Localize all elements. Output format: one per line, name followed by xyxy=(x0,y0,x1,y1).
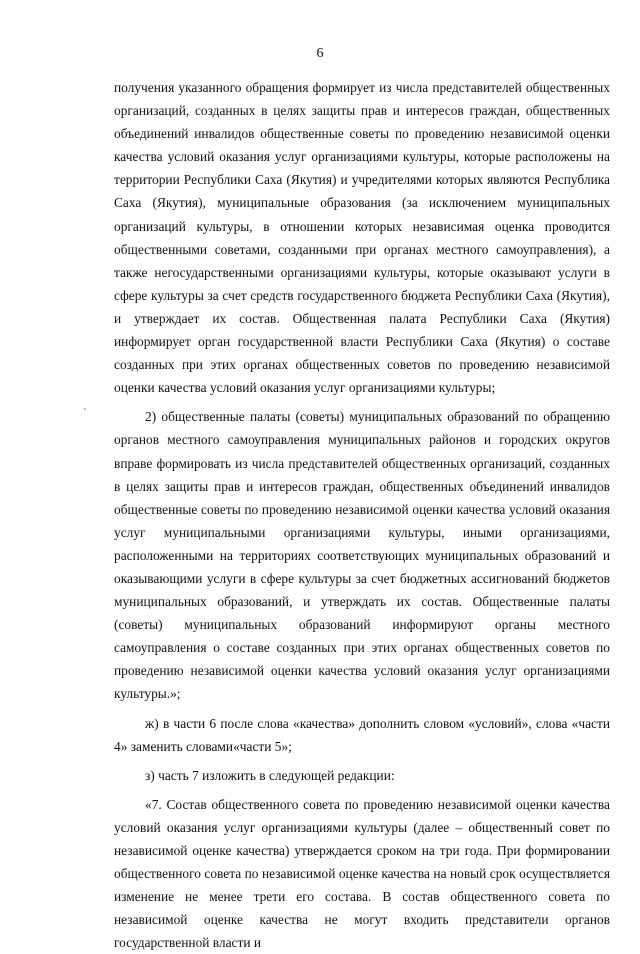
page-number: 6 xyxy=(316,46,324,61)
document-body xyxy=(114,76,610,954)
paragraph-item-zh: ж) в части 6 после слова «качества» дополнить словом «условий», слова «части 4» заменить словами«части 5»; xyxy=(114,715,610,754)
paragraph-part-7: «7. Состав общественного совета по проведению независимой оценки качества условий оказания услуг организациями культуры (далее – общественный совет по независимой оценке качества) утверждается сроком на три года. При формировании общественного совета по независимой оценке качества на новый срок осуществляется изменение не менее трети его состава. В состав общественного совета по независимой оценке качества не могут входить представители органов государственной власти и xyxy=(114,796,610,951)
paragraph-continuation: получения указанного обращения формирует из числа представителей общественных организаций, созданных в целях защиты прав и интересов граждан, общественных объединений инвалидов общественные советы по проведению независимой оценки качества условий оказания услуг организациями культуры, которые расположены на территории Республики Саха (Якутия) и учредителями которых являются Республика Саха (Якутия), муниципальные образования (за исключением муниципальных организаций культуры, в отношении которых независимая оценка проводится общественными советами, созданными при органах местного самоуправления), а также негосударственными организациями культуры, которые оказывают услуги в сфере культуры за счет средств государственного бюджета Республики Саха (Якутия), и утверждает их состав. Общественная палата Республики Саха (Якутия) информирует орган государственной власти Республики Саха (Якутия) о составе созданных при этих органах общественных советов по проведению независимой оценки качества условий оказания услуг организациями культуры; xyxy=(114,80,610,396)
scan-dot xyxy=(84,408,86,410)
paragraph-item-2: 2) общественные палаты (советы) муниципальных образований по обращению органов местного самоуправления муниципальных районов и городских округов вправе формировать из числа представителей общественных организаций, созданных в целях защиты прав и интересов граждан, общественных объединений инвалидов общественные советы по проведению независимой оценки качества условий оказания услуг муниципальными организациями культуры, иными организациями, расположенными на территориях соответствующих муниципальных образований и оказывающими услуги в сфере культуры за счет бюджетных ассигнований бюджетов муниципальных образований, и утверждать их состав. Общественные палаты (советы) муниципальных образований информируют органы местного самоуправления о составе созданных при этих органах общественных советов по проведению независимой оценки качества условий оказания услуг организациями культуры.»; xyxy=(114,409,610,702)
paragraph-item-z: з) часть 7 изложить в следующей редакции: xyxy=(145,767,395,783)
